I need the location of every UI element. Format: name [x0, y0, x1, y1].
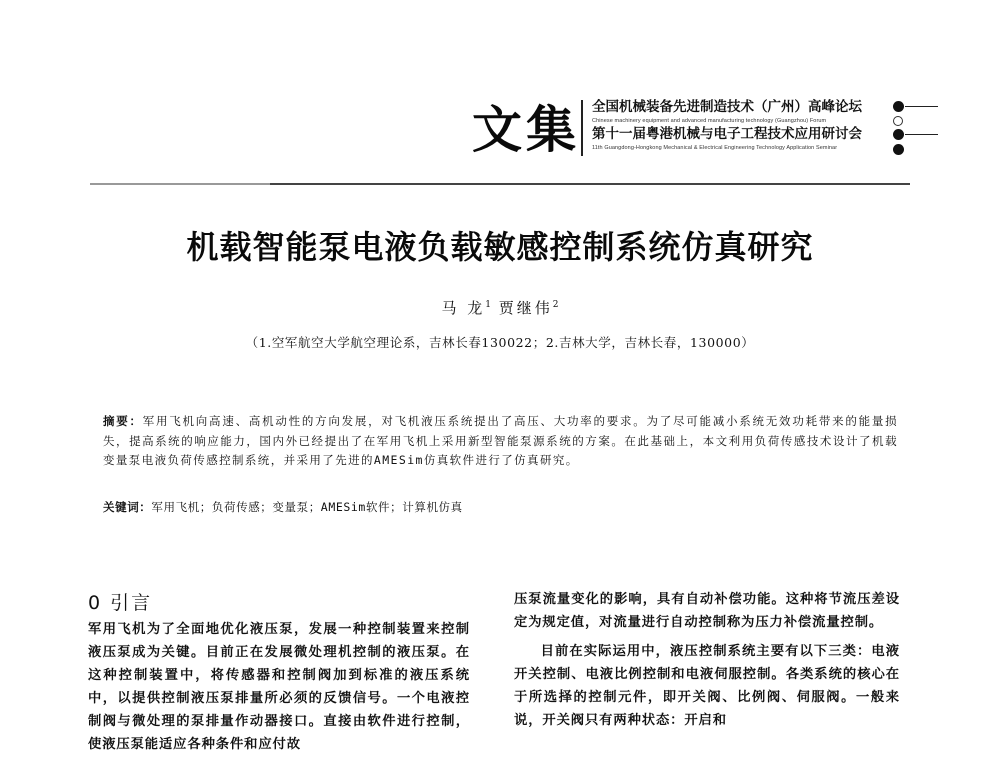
decor-gear-icon — [893, 116, 903, 126]
author-affil-ref: 1 — [485, 300, 491, 310]
abstract — [103, 412, 898, 471]
affiliations: （1.空军航空大学航空理论系，吉林长春130022；2.吉林大学，吉林长春，130000） — [245, 335, 755, 350]
conference-subtitle-2: 11th Guangdong-Hongkong Mechanical & Electrical Engineering Technology Application Seminar — [592, 145, 838, 151]
paragraph: 压泵流量变化的影响，具有自动补偿功能。这种将节流压差设定为规定值，对流量进行自动控制称为压力补偿流量控制。 — [514, 592, 900, 630]
conference-subtitle-1: Chinese machinery equipment and advanced manufacturing technology (Guangzhou) Forum — [592, 118, 827, 124]
author-list — [0, 297, 1000, 318]
header-divider — [581, 100, 583, 156]
conference-title-1: 全国机械装备先进制造技术（广州）高峰论坛 — [592, 99, 862, 115]
conference-title-2: 第十一届粤港机械与电子工程技术应用研讨会 — [592, 126, 862, 142]
collection-logo: 文集 — [472, 100, 580, 159]
paragraph: 目前在实际运用中，液压控制系统主要有以下三类：电液开关控制、电液比例控制和电液伺服控制。各类系统的核心在于所选择的控制元件，即开关阀、比例阀、伺服阀。一般来说，开关阀只有两种状态：开启和 — [514, 644, 900, 728]
left-column — [88, 590, 470, 756]
author-name: 贾继伟 — [498, 299, 553, 317]
keywords-text: 军用飞机；负荷传感；变量泵；AMESim软件；计算机仿真 — [151, 500, 463, 514]
paper-title: 机载智能泵电液负载敏感控制系统仿真研究 — [186, 228, 814, 266]
paragraph: 军用飞机为了全面地优化液压泵，发展一种控制装置来控制液压泵成为关键。目前正在发展微处理机控制的液压泵。在这种控制装置中，将传感器和控制阀加到标准的液压系统中，以提供控制液压泵排量所必须的反馈信号。一个电液控制阀与微处理的泵排量作动器接口。直接由软件进行控制，使液压泵能适应各种条件和应付故 — [88, 622, 470, 752]
right-column — [514, 588, 900, 732]
keywords — [103, 498, 898, 518]
abstract-label: 摘要： — [103, 414, 143, 428]
conference-header — [592, 99, 902, 153]
author-affil-ref: 2 — [552, 300, 559, 310]
header-rule — [90, 183, 910, 185]
decor-dot-icon — [893, 129, 938, 140]
author-name: 马 龙 — [441, 299, 486, 317]
abstract-text: 军用飞机向高速、高机动性的方向发展，对飞机液压系统提出了高压、大功率的要求。为了尽可能减小系统无效功耗带来的能量损失，提高系统的响应能力，国内外已经提出了在军用飞机上采用新型智能泵源系统的方案。在此基础上，本文利用负荷传感技术设计了机载变量泵电液负荷传感控制系统，并采用了先进的AMESim仿真软件进行了仿真研究。 — [103, 414, 899, 467]
section-heading: 0 引言 — [88, 592, 153, 614]
keywords-label: 关键词： — [103, 500, 152, 514]
header-decoration — [893, 99, 1000, 159]
decor-gear-icon — [893, 144, 904, 155]
decor-dot-icon — [893, 101, 938, 112]
